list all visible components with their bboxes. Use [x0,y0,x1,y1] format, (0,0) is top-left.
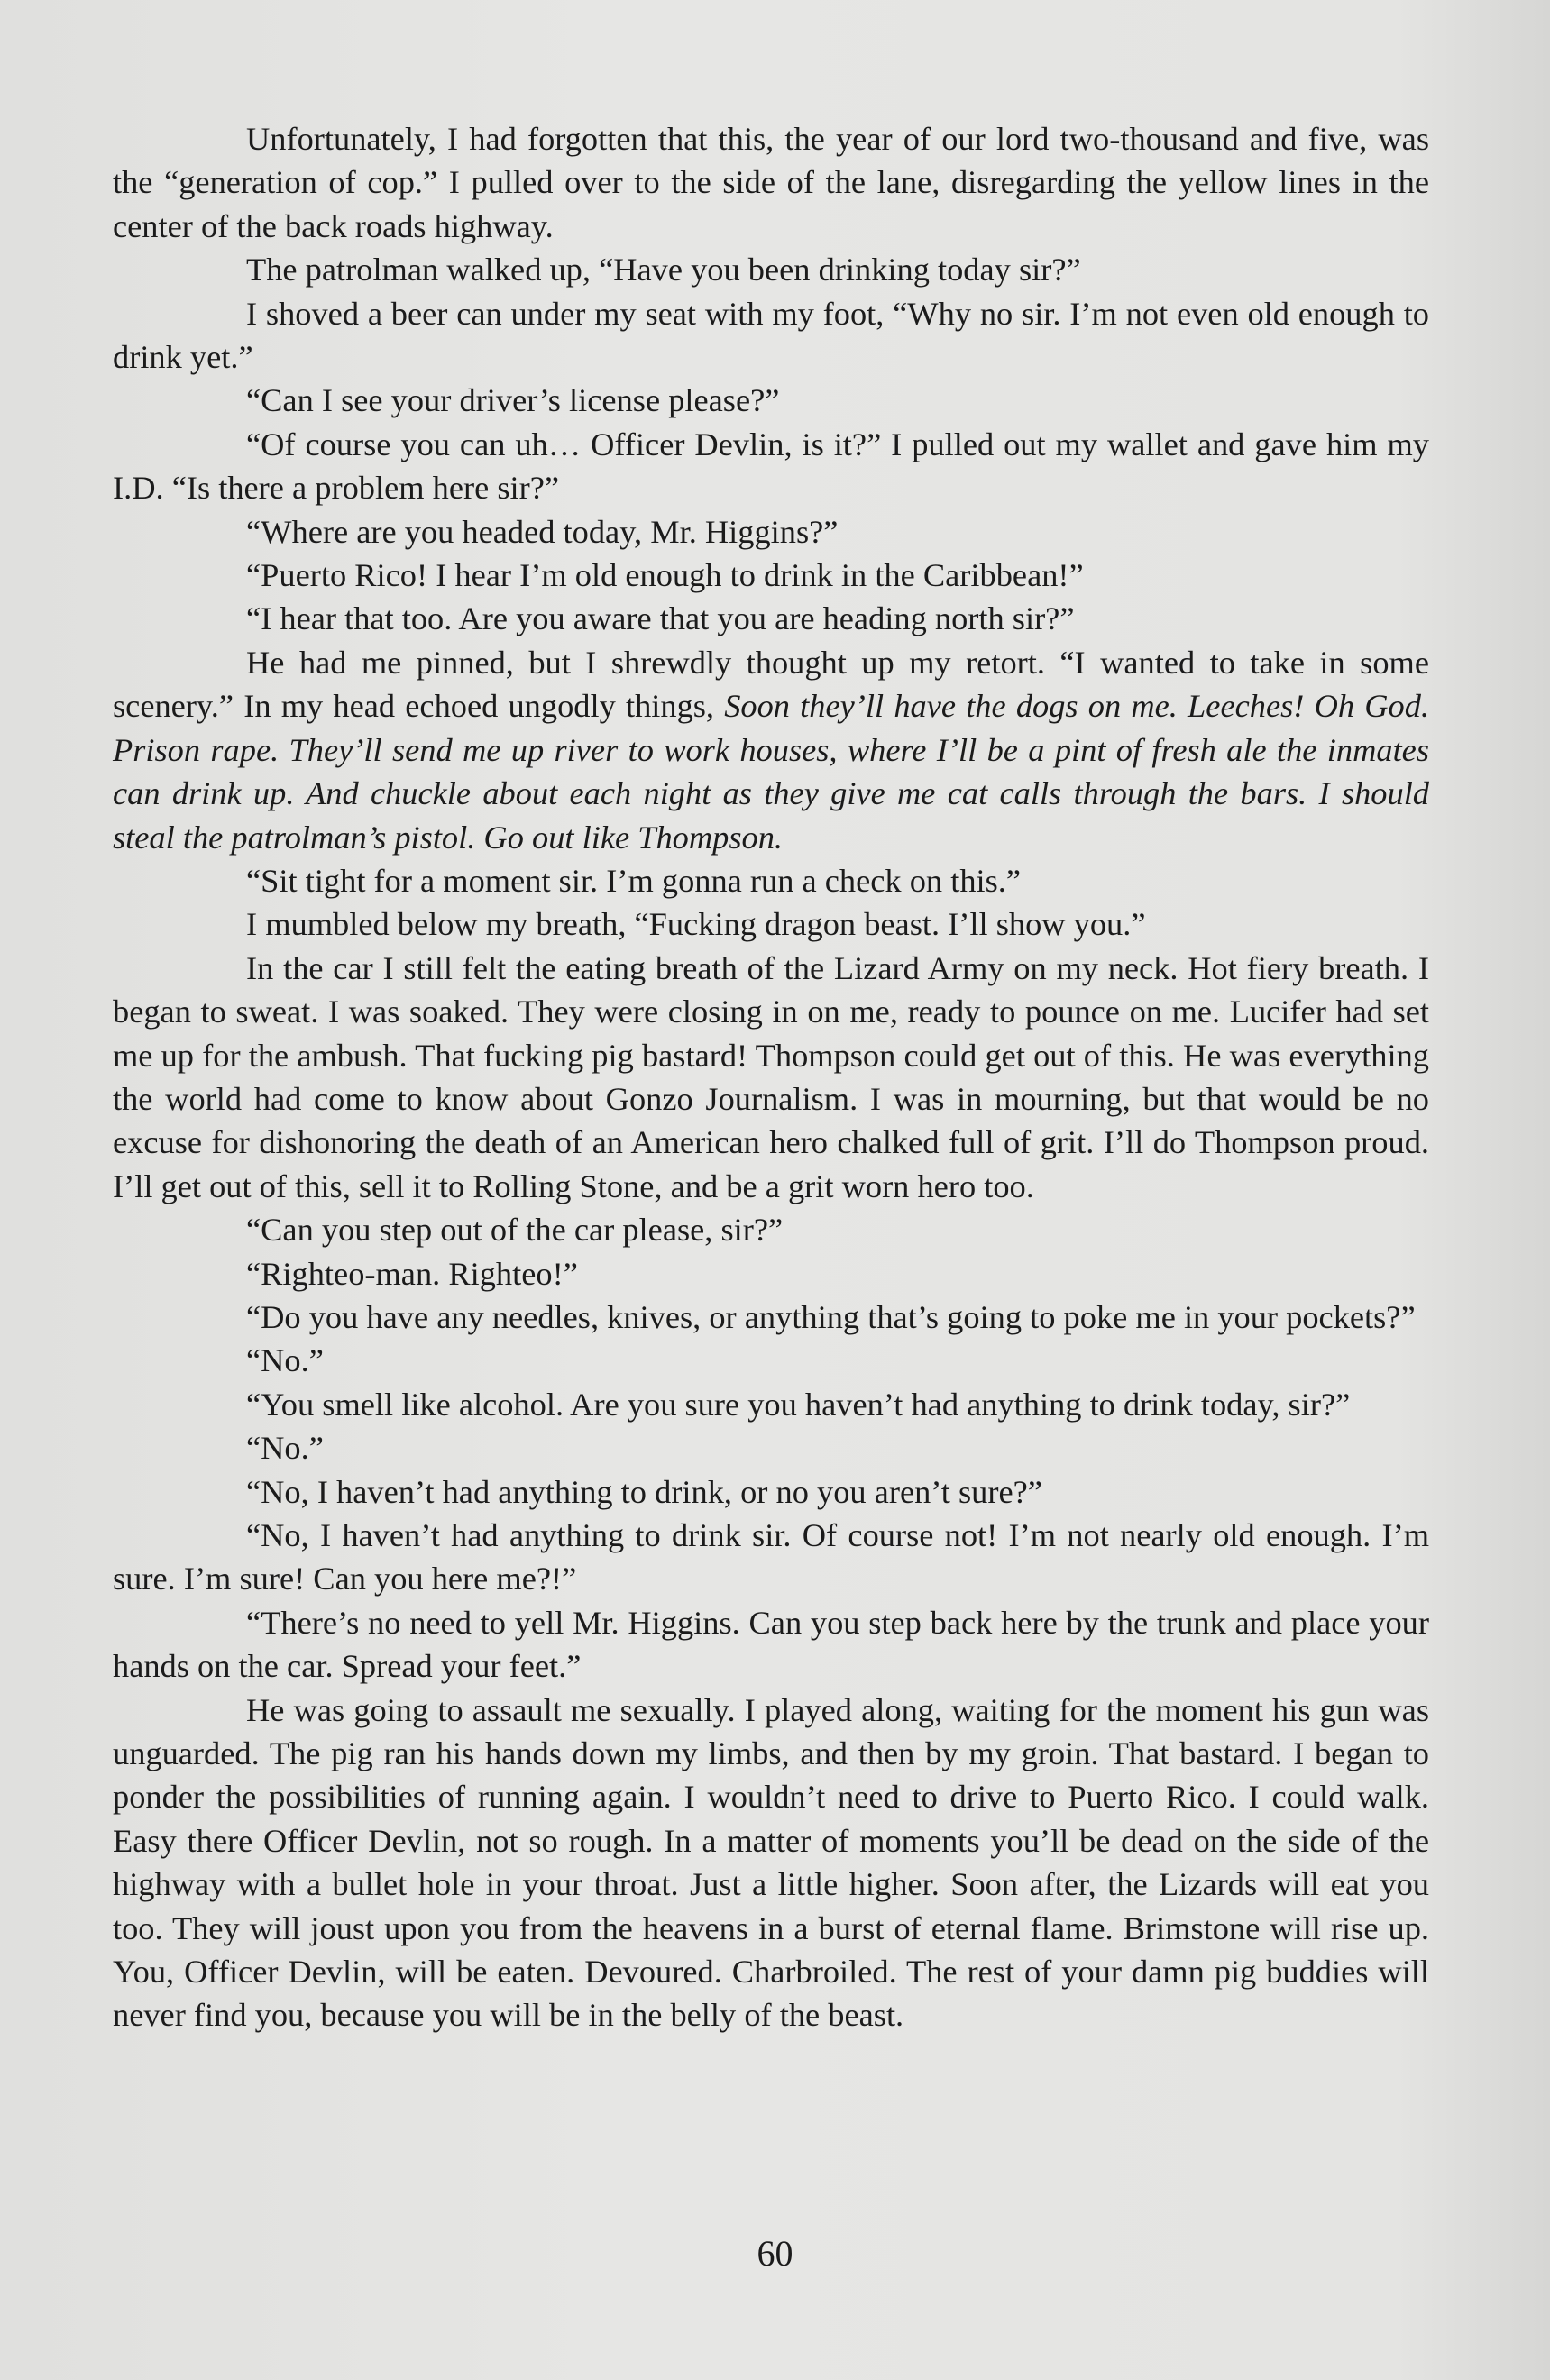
paragraph: “Do you have any needles, knives, or anything that’s going to poke me in your pockets?” [246,1298,1416,1335]
paragraph: “No.” [246,1342,324,1379]
paragraph: He was going to assault me sexually. I played along, waiting for the moment his gun was unguarded. The pig ran his hands down my limbs, and then by my groin. That bastard. I began to ponder the possibilities of running again. I wouldn’t need to drive to Puerto Rico. I could walk. Easy there Officer Devlin, not so rough. In a matter of moments you’ll be dead on the side of the highway with a bullet hole in your throat. Just a little higher. Soon after, the Lizards will eat you too. They will joust upon you from the heavens in a burst of eternal flame. Brimstone will rise up. You, Officer Devlin, will be eaten. Devoured. Charbroiled. The rest of your damn pig buddies will never find you, because you will be in the belly of the beast. [113,1691,1429,2034]
paragraph: I mumbled below my breath, “Fucking dragon beast. I’ll show you.” [246,906,1146,943]
italic-inner-thought: Soon they’ll have the dogs on me. Leeches! Oh God. Prison rape. They’ll send me up river to work houses, where I’ll be a pint of fresh ale the inmates can drink up. And chuckle about each night as they give me cat calls through the bars. I should steal the patrolman’s pistol. Go out like Thompson. [113,688,1429,856]
paragraph: “Sit tight for a moment sir. I’m gonna run a check on this.” [246,862,1022,899]
body-text [113,117,1429,2037]
paragraph: “No, I haven’t had anything to drink sir. Of course not! I’m not nearly old enough. I’m sure. I’m sure! Can you here me?!” [113,1517,1429,1597]
paragraph: The patrolman walked up, “Have you been drinking today sir?” [246,252,1081,288]
paragraph: “You smell like alcohol. Are you sure you haven’t had anything to drink today, sir?” [246,1386,1351,1423]
paragraph: In the car I still felt the eating breath of the Lizard Army on my neck. Hot fiery breath. I began to sweat. I was soaked. They were closing in on me, ready to pounce on me. Lucifer had set me up for the ambush. That fucking pig bastard! Thompson could get out of this. He was everything the world had come to know about Gonzo Journalism. I was in mourning, but that would be no excuse for dishonoring the death of an American hero chalked full of grit. I’ll do Thompson proud. I’ll get out of this, sell it to Rolling Stone, and be a grit worn hero too. [113,949,1429,1204]
page-number: 60 [757,2233,793,2274]
paragraph: “Righteo-man. Righteo!” [246,1255,578,1292]
paragraph: “Can you step out of the car please, sir?” [246,1212,784,1249]
paragraph: “No, I haven’t had anything to drink, or no you aren’t sure?” [246,1473,1042,1510]
paragraph: “Of course you can uh… Officer Devlin, is it?” I pulled out my wallet and gave him my I.D. “Is there a problem here sir?” [113,426,1429,507]
paragraph: “There’s no need to yell Mr. Higgins. Can you step back here by the trunk and place your hands on the car. Spread your feet.” [113,1604,1429,1685]
paragraph: “No.” [246,1430,324,1467]
paragraph-with-italic-thought [113,641,1429,859]
paragraph: I shoved a beer can under my seat with my foot, “Why no sir. I’m not even old enough to drink yet.” [113,295,1429,376]
paragraph-text: He had me pinned, but I shrewdly thought up my retort. “I wanted to take in some scenery.” In my head echoed ungodly things, [113,644,1429,725]
paragraph: “Where are you headed today, Mr. Higgins?” [246,513,839,550]
paragraph: “I hear that too. Are you aware that you are heading north sir?” [246,600,1075,637]
paragraph: “Can I see your driver’s license please?” [246,382,780,419]
paragraph: Unfortunately, I had forgotten that this, the year of our lord two-thousand and five, was the “generation of cop.” I pulled over to the side of the lane, disregarding the yellow lines in the center of the back roads highway. [113,121,1429,244]
paragraph: “Puerto Rico! I hear I’m old enough to drink in the Caribbean!” [246,557,1084,594]
